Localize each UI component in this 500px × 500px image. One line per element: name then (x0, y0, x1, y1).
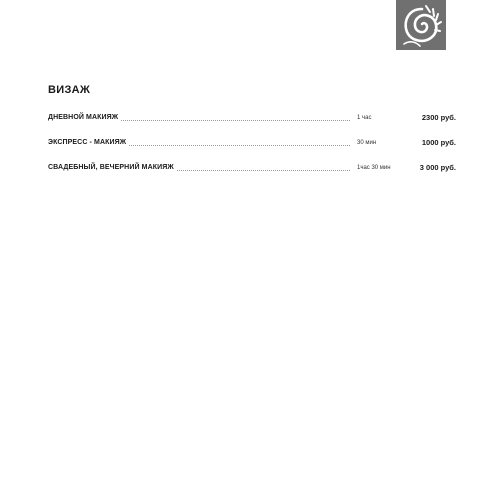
service-price: 1000 руб. (421, 138, 456, 147)
price-row (48, 162, 458, 174)
service-duration: 30 мин (357, 139, 377, 146)
service-price: 3 000 руб. (419, 163, 456, 172)
price-list (48, 112, 458, 187)
service-name: ЭКСПРЕСС - МАКИЯЖ (48, 139, 127, 146)
service-duration: 1 час (357, 114, 372, 121)
service-name: СВАДЕБНЫЙ, ВЕЧЕРНИЙ МАКИЯЖ (48, 164, 174, 171)
spiral-logo-icon (396, 0, 446, 50)
price-row (48, 137, 458, 149)
service-name: ДНЕВНОЙ МАКИЯЖ (48, 114, 119, 121)
section-title: ВИЗАЖ (48, 84, 91, 96)
service-price: 2300 руб. (421, 113, 456, 122)
price-row (48, 112, 458, 124)
service-duration: 1час 30 мин (357, 164, 391, 171)
